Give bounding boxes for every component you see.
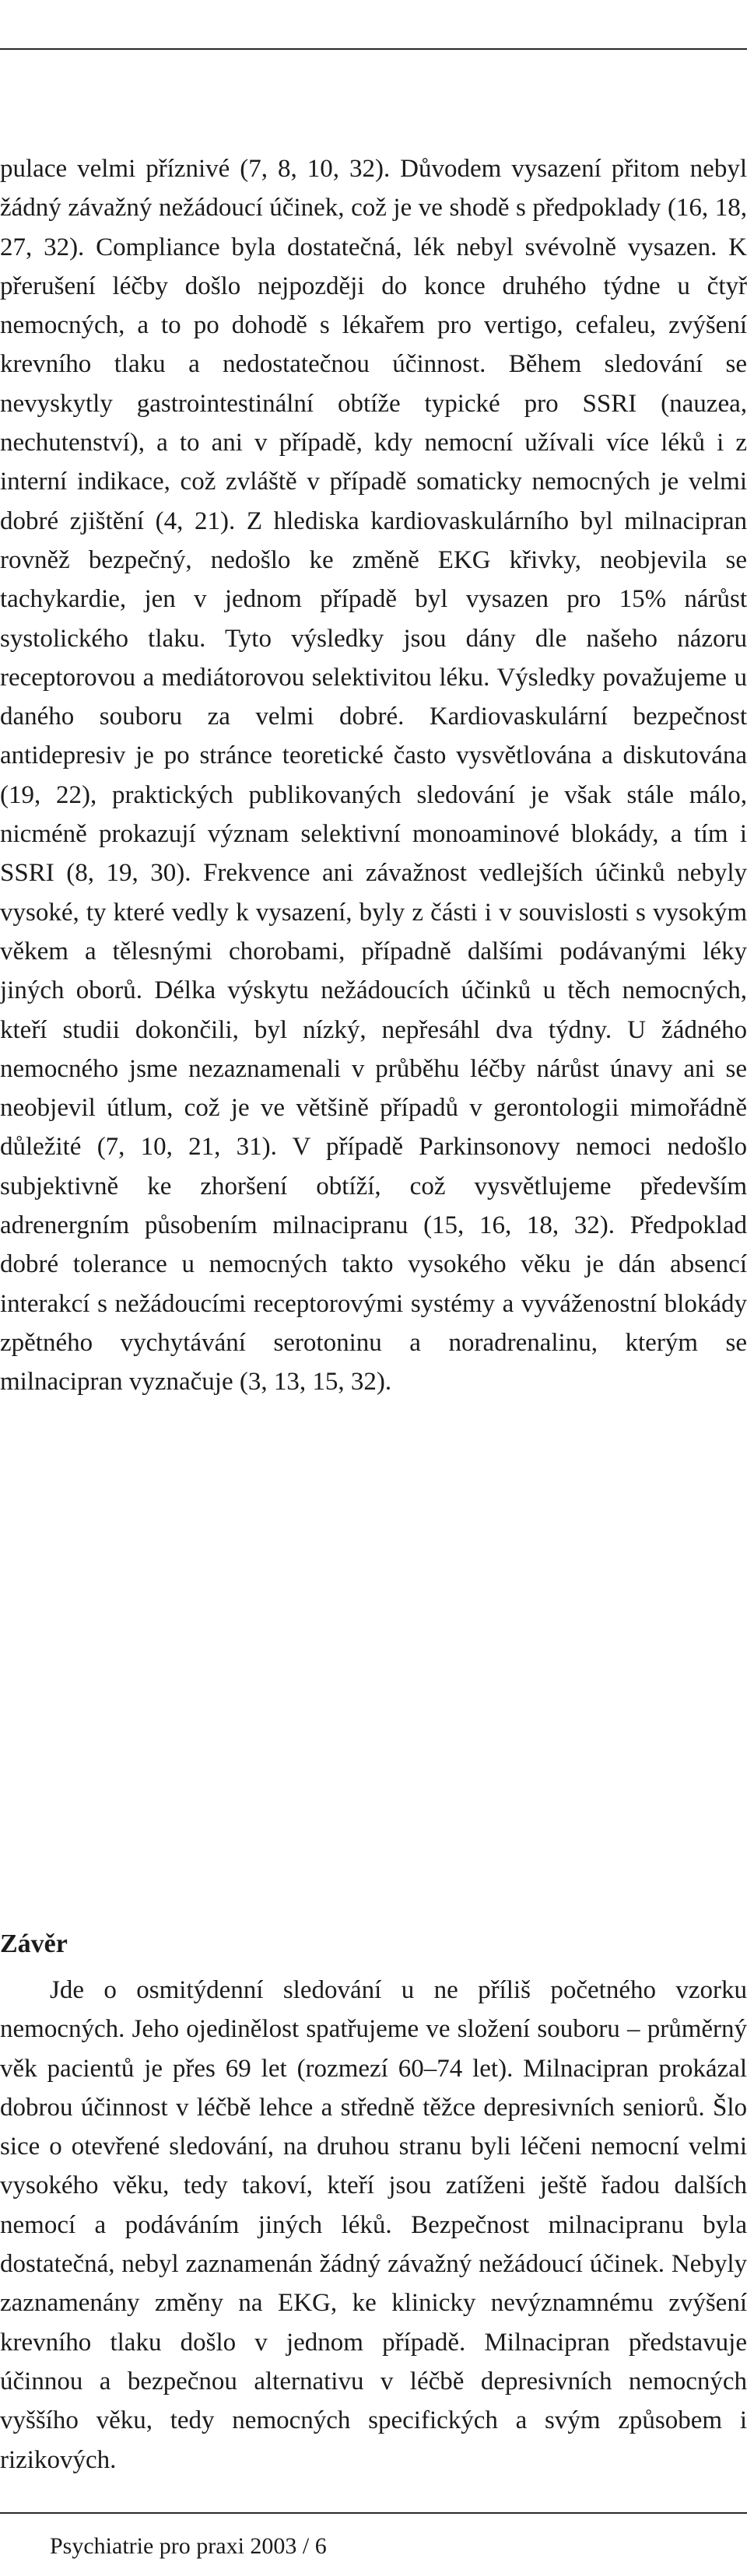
body-paragraph: pulace velmi příznivé (7, 8, 10, 32). Důvodem vysazení přitom nebyl žádný závažný nežádoucí účinek, což je ve shodě s předpoklady (16, 18, 27, 32). Compliance byla dostatečná, lék nebyl svévolně vysazen. K přerušení léčby došlo nejpozději do konce druhého týdne u čtyř nemocných, a to po dohodě s lékařem pro vertigo, cefaleu, zvýšení krevního tlaku a nedostatečnou účinnost. Během sledování se nevyskytly gastrointestinální obtíže typické pro SSRI (nauzea, nechutenství), a to ani v případě, kdy nemocní užívali více léků i z interní indikace, což zvláště v případě somaticky nemocných je velmi dobré zjištění (4, 21). Z hlediska kardiovaskulárního byl milnacipran rovněž bezpečný, nedošlo ke změně EKG křivky, neobjevila se tachykardie, jen v jednom případě byl vysazen pro 15% nárůst systolického tlaku. Tyto výsledky jsou dány dle našeho názoru receptorovou a mediátorovou selektivitou léku. Výsledky považujeme u daného souboru za velmi dobré. Kardiovaskulární bezpečnost antidepresiv je po stránce teoretické často vysvětlována a diskutována (19, 22), praktických publikovaných sledování je však stále málo, nicméně prokazují význam selektivní monoaminové blokády, a tím i SSRI (8, 19, 30). Frekvence ani závažnost vedlejších účinků nebyly vysoké, ty které vedly k vysazení, byly z části i v souvislosti s vysokým věkem a tělesnými chorobami, případně dalšími podávanými léky jiných oborů. Délka výskytu nežádoucích účinků u těch nemocných, kteří studii dokončili, byl nízký, nepřesáhl dva týdny. U žádného nemocného jsme nezaznamenali v průběhu léčby nárůst únavy ani se neobjevil útlum, což je ve většině případů v gerontologii mimořádně důležité (7, 10, 21, 31). V případě Parkinsonovy nemoci nedošlo subjektivně ke zhoršení obtíží, což vysvětlujeme především adrenergním působením milnacipranu (15, 16, 18, 32). Předpoklad dobré tolerance u nemocných takto vysokého věku je dán absencí interakcí s nežádoucími receptorovými systémy a vyváženostní blokády zpětného vychytávání serotoninu a noradrenalinu, kterým se milnacipran vyznačuje (3, 13, 15, 32). bbox=[0, 155, 747, 1397]
article-body bbox=[0, 149, 747, 1402]
running-footer: Psychiatrie pro praxi 2003 / 6 bbox=[50, 2533, 327, 2559]
conclusion-section bbox=[0, 1971, 747, 2480]
conclusion-heading: Závěr bbox=[0, 1929, 68, 1958]
footer-rule bbox=[0, 2512, 747, 2514]
conclusion-paragraph bbox=[0, 1971, 747, 2480]
header-rule bbox=[0, 48, 747, 50]
conclusion-text: Jde o osmitýdenní sledování u ne příliš početného vzorku nemocných. Jeho ojedinělost spatřujeme ve složení souboru – průměrný věk pacientů je přes 69 let (rozmezí 60–74 let). Milnacipran prokázal dobrou účinnost v léčbě lehce a středně těžce depresivních seniorů. Šlo sice o otevřené sledování, na druhou stranu byli léčeni nemocní velmi vysokého věku, tedy takoví, kteří jsou zatíženi ještě řadou dalších nemocí a podáváním jiných léků. Bezpečnost milnacipranu byla dostatečná, nebyl zaznamenán žádný závažný nežádoucí účinek. Nebyly zaznamenány změny na EKG, ke klinicky nevýznamnému zvýšení krevního tlaku došlo v jednom případě. Milnacipran představuje účinnou a bezpečnou alternativu v léčbě depresivních nemocných vyššího věku, tedy nemocných specifických a svým způsobem i rizikových. bbox=[0, 1976, 747, 2474]
